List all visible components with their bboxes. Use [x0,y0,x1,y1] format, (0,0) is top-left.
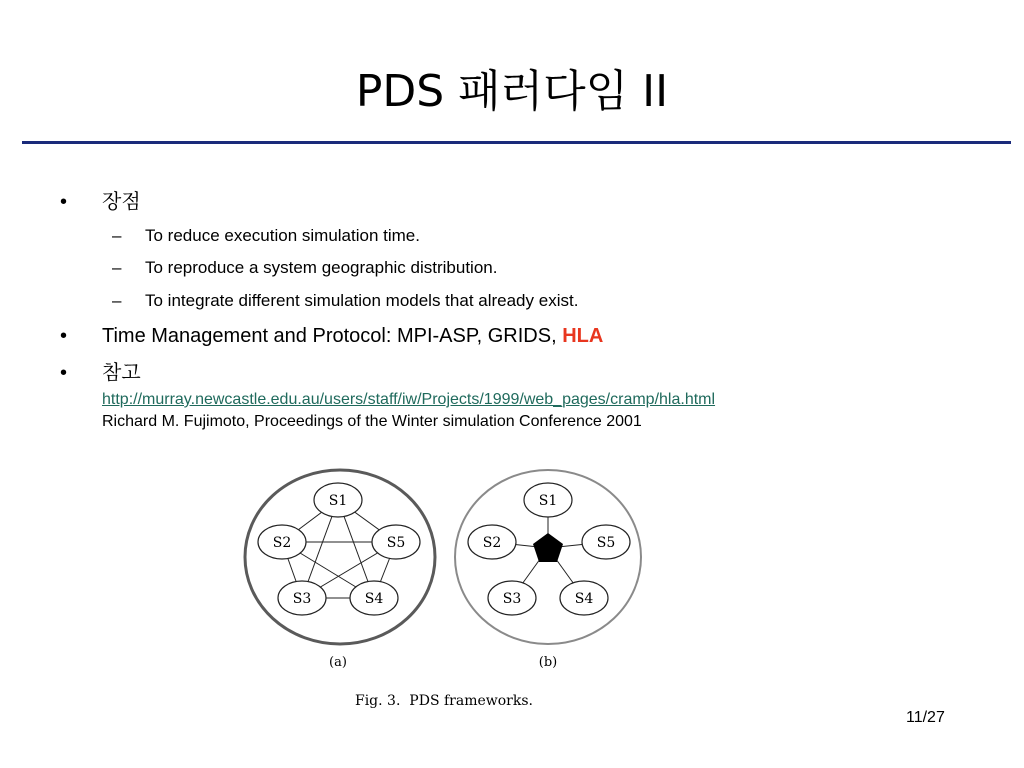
sub-bullet-marker: – [112,258,122,277]
figure-caption: Fig. 3. PDS frameworks. [354,693,534,709]
page-number: 11/27 [906,709,945,726]
sub-bullet-marker: – [112,226,122,245]
node-label: S3 [292,591,312,607]
node-label: S4 [574,591,594,607]
bullet-marker: • [60,362,68,384]
slide-title: PDS 패러다임 II [355,66,669,117]
bullet-marker: • [60,191,68,213]
advantage-text: To integrate different simulation models that already exist. [145,291,579,310]
panel-b-central-hub [455,470,641,670]
node-label: S4 [364,591,384,607]
reference-citation: Richard M. Fujimoto, Proceedings of the Winter simulation Conference 2001 [102,413,642,430]
node-label: S5 [386,535,406,551]
advantage-text: To reduce execution simulation time. [145,226,420,245]
sub-bullet-marker: – [112,291,122,310]
panel-a-fully-connected [245,470,435,670]
reference-url-link[interactable]: http://murray.newcastle.edu.au/users/staff/iw/Projects/1999/web_pages/cramp/hla.html [102,391,716,408]
node-label: S2 [482,535,502,551]
panel-b-label: (b) [538,655,558,670]
node-label: S2 [272,535,292,551]
advantages-label: 장점 [102,191,141,213]
bullet-marker: • [60,325,68,347]
node-label: S5 [596,535,616,551]
time-management-text: Time Management and Protocol: MPI-ASP, GRIDS, [102,325,563,347]
panel-a-label: (a) [329,655,347,670]
node-label: S1 [538,493,558,509]
reference-link-line [102,389,715,411]
advantage-text: To reproduce a system geographic distribution. [145,258,498,277]
pds-frameworks-figure [240,462,660,712]
node-label: S3 [502,591,522,607]
hla-highlight: HLA [562,325,604,347]
reference-label: 참고 [102,362,141,384]
title-divider [22,141,1011,144]
node-label: S1 [328,493,348,509]
hub-pentagon-icon [533,533,563,562]
